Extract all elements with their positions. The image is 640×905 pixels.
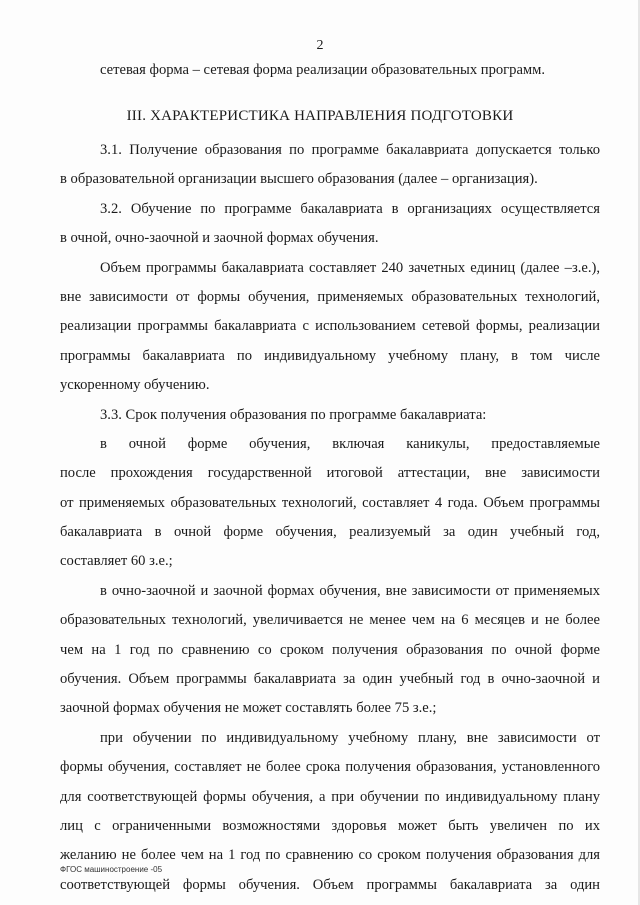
text-line: составляет 60 з.е.; [60, 553, 173, 570]
text-line: соответствующей формы обучения. Объем программы бакалавриата за один [60, 876, 600, 893]
text-line: чем на 1 год по сравнению со сроком получения образования по очной форме [60, 641, 600, 658]
intro-line: сетевая форма – сетевая форма реализации образовательных программ. [100, 62, 546, 78]
text-line: для соответствующей формы обучения, а при обучении по индивидуальному плану [60, 788, 600, 805]
text-line: программы бакалавриата по индивидуальному учебному плану, в том числе [60, 347, 600, 364]
text-line: после прохождения государственной итоговой аттестации, вне зависимости [60, 465, 600, 482]
text-line: вне зависимости от формы обучения, применяемых образовательных технологий, [60, 288, 600, 305]
text-line: обучения. Объем программы бакалавриата за один учебный год в очно-заочной и [60, 671, 600, 688]
text-line: реализации программы бакалавриата с использованием сетевой формы, реализации [60, 318, 600, 335]
text-line: заочной формах обучения не может составлять более 75 з.е.; [60, 700, 437, 717]
intro-paragraph [100, 56, 560, 85]
text-line: бакалавриата в очной форме обучения, реализуемый за один учебный год, [60, 524, 600, 541]
text-line: в очной форме обучения, включая каникулы, предоставляемые [100, 435, 600, 452]
text-line: лиц с ограниченными возможностями здоровья может быть увеличен по их [60, 817, 600, 834]
text-line: в образовательной организации высшего образования (далее – организация). [60, 171, 538, 188]
section-heading: III. ХАРАКТЕРИСТИКА НАПРАВЛЕНИЯ ПОДГОТОВКИ [126, 108, 514, 124]
text-line: 3.2. Обучение по программе бакалавриата в организациях осуществляется [100, 200, 600, 217]
text-line: образовательных технологий, увеличивается не менее чем на 6 месяцев и не более [60, 612, 600, 629]
footer-note: ФГОС машиностроение -05 [60, 865, 163, 874]
page-number: 2 [316, 38, 324, 53]
text-line: Объем программы бакалавриата составляет 240 зачетных единиц (далее –з.е.), [100, 259, 600, 276]
text-line: формы обучения, составляет не более срока получения образования, установленного [60, 759, 600, 776]
text-line: в очно-заочной и заочной формах обучения, вне зависимости от применяемых [100, 582, 600, 599]
text-line: в очной, очно-заочной и заочной формах обучения. [60, 230, 379, 247]
text-line: 3.1. Получение образования по программе бакалавриата допускается только [100, 142, 600, 158]
text-line: 3.3. Срок получения образования по программе бакалавриата: [100, 406, 487, 423]
body-text [60, 136, 600, 900]
text-line: при обучении по индивидуальному учебному плану, вне зависимости от [100, 729, 600, 746]
text-line: от применяемых образовательных технологий, составляет 4 года. Объем программы [60, 494, 600, 511]
text-line: ускоренному обучению. [60, 377, 210, 394]
text-line: желанию не более чем на 1 год по сравнению со сроком получения образования для [60, 847, 600, 864]
